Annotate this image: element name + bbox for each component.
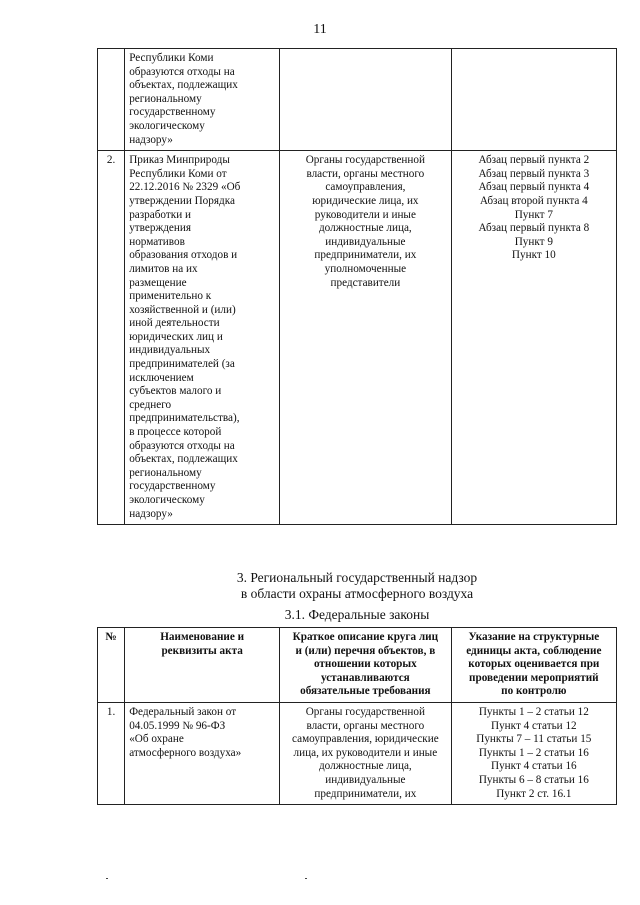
act-name-line: «Об охране [129,733,184,746]
structural-unit-line: Пункты 7 – 11 статьи 15 [476,733,592,746]
table-row [98,702,617,804]
description-cell [280,49,452,151]
act-name-line: иной деятельности [129,317,220,330]
act-name-line: государственному [129,106,216,119]
structural-units-cell [451,49,616,151]
header-line: обязательные требования [300,685,431,698]
structural-unit-line: Пункт 2 ст. 16.1 [496,787,572,800]
header-line: Указание на структурные [468,631,600,643]
act-name-line: индивидуальных [129,344,211,357]
description-line: юридические лица, их [312,194,419,207]
act-name-line: в процессе которой [129,426,222,439]
header-line: по контролю [501,685,567,698]
act-name-line: 22.12.2016 № 2329 «Об [129,181,241,194]
description-line: индивидуальные [325,773,406,786]
structural-unit-line: Пункты 6 – 8 статьи 16 [478,773,589,786]
description-line: руководители и иные [314,208,416,221]
description-cell [280,702,452,804]
structural-unit-line: Пункты 1 – 2 статьи 16 [478,746,589,759]
structural-unit-line: Абзац первый пункта 3 [478,167,590,180]
act-name-line: размещение [129,276,187,289]
description-line: власти, органы местного [306,719,425,732]
act-name-line: образуются отходы на [129,439,235,452]
header-line: и (или) перечня объектов, в [295,644,436,657]
act-name-line: нормативов [129,235,185,248]
structural-unit-line: Абзац второй пункта 4 [479,194,588,207]
description-line: предприниматели, их [314,249,417,262]
header-line: отношении которых [313,658,417,671]
structural-unit-line: Пункт 10 [511,249,556,262]
continuation-table [97,48,617,525]
description-line: самоуправления, [325,181,406,194]
description-line: власти, органы местного [306,167,425,180]
act-name-cell [125,49,280,151]
section-heading [97,570,617,602]
act-name-line: среднего [129,398,172,411]
structural-unit-line: Пункт 7 [514,208,553,221]
table-row [98,151,617,525]
act-name-line: предпринимательства), [129,412,240,425]
description-line: представители [330,276,401,289]
structural-units-cell [451,702,616,804]
header-line: устанавливаются [320,671,410,684]
header-line: Краткое описание круга лиц [292,631,439,643]
description-line: лица, их руководители и иные [293,746,438,759]
structural-unit-line: Абзац первый пункта 8 [478,222,590,235]
structural-unit-line: Пункты 1 – 2 статьи 12 [478,705,589,718]
act-name-line: Федеральный закон от [129,705,237,718]
act-name-line: атмосферного воздуха» [129,746,242,759]
act-name-line: объектах, подлежащих [129,79,238,92]
description-line: должностные лица, [318,222,412,235]
structural-unit-line: Абзац первый пункта 2 [478,154,590,167]
scan-mark [106,878,108,879]
description-line: должностные лица, [318,760,412,773]
act-name-line: 04.05.1999 № 96-ФЗ [129,719,226,732]
act-name-line: утверждении Порядка [129,194,235,207]
description-line: Органы государственной [305,705,425,718]
table-row [98,49,617,151]
description-line: индивидуальные [325,235,406,248]
structural-units-cell [451,151,616,525]
act-name-line: региональному [129,466,202,479]
act-name-line: государственному [129,480,216,493]
row-number: 2. [98,151,125,525]
header-number: № [98,628,125,703]
scan-mark [305,878,307,879]
section-heading-line-2: в области охраны атмосферного воздуха [240,586,474,601]
header-line: проведении мероприятий [469,671,599,684]
act-name-line: предпринимателей (за [129,358,235,371]
federal-laws-table-body [98,702,617,804]
header-line: единицы акта, соблюдение [466,644,602,657]
description-line: Органы государственной [305,154,425,167]
act-name-line: экологическому [129,494,205,506]
act-name-line: применительно к [129,290,212,303]
act-name-cell [125,702,280,804]
federal-laws-table [97,627,617,805]
structural-unit-line: Пункт 9 [514,235,553,248]
row-number: 1. [98,702,125,804]
act-name-line: объектах, подлежащих [129,453,238,466]
header-structural-units [451,628,616,703]
act-name-line: разработки и [129,208,191,221]
structural-unit-line: Пункт 4 статьи 16 [491,760,577,773]
header-line: Наименование и [160,631,245,643]
act-name-line: хозяйственной и (или) [129,303,236,316]
description-line: самоуправления, юридические [292,733,439,746]
act-name-line: юридических лиц и [129,330,223,343]
section-heading-line-1: 3. Региональный государственный надзор [236,570,478,585]
structural-unit-line: Абзац первый пункта 4 [478,181,590,194]
act-name-line: утверждения [129,222,191,235]
header-description [280,628,452,703]
structural-unit-line: Пункт 4 статьи 12 [491,719,577,732]
act-name-line: Приказ Минприроды [129,154,230,167]
description-line: предприниматели, их [314,787,417,800]
page-number: 11 [313,22,327,37]
act-name-line: надзору» [129,133,173,146]
act-name-line: экологическому [129,119,205,132]
description-line: уполномоченные [324,262,407,275]
row-number [98,49,125,151]
header-act-name [125,628,280,703]
act-name-line: Республики Коми от [129,167,227,180]
act-name-line: субъектов малого и [129,385,222,398]
subsection-heading: 3.1. Федеральные законы [284,607,430,622]
act-name-line: исключением [129,371,194,384]
description-cell [280,151,452,525]
act-name-line: образуются отходы на [129,65,235,78]
act-name-cell [125,151,280,525]
header-line: которых оценивается при [468,658,600,671]
act-name-line: региональному [129,92,202,105]
act-name-line: надзору» [129,507,173,520]
header-line: реквизиты акта [161,644,243,657]
act-name-line: Республики Коми [129,52,214,64]
continuation-table-body [98,49,617,525]
table-header-row [98,628,617,703]
act-name-line: образования отходов и [129,249,238,262]
act-name-line: лимитов на их [129,262,198,275]
